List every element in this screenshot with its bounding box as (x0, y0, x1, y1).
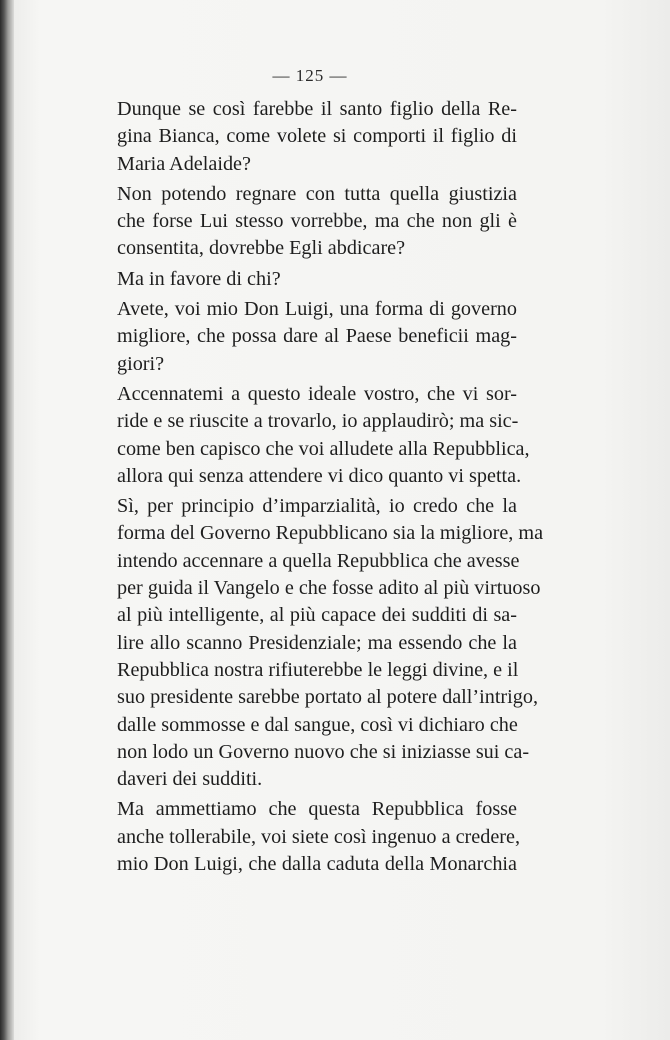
paragraph (103, 296, 517, 378)
text-line: ride e se riuscite a trovarlo, io applaudirò; ma sic- (117, 410, 519, 433)
text-line: intendo accennare a quella Repubblica che avesse (117, 549, 520, 572)
text-line: Sì, per principio d’imparzialità, io credo che la (117, 495, 517, 518)
text-line: migliore, che possa dare al Paese beneficii mag- (117, 325, 517, 348)
text-line: non lodo un Governo nuovo che si iniziasse sui ca- (117, 740, 530, 763)
text-line: Ma ammettiamo che questa Repubblica fosse (117, 798, 517, 821)
text-line: suo presidente sarebbe portato al potere dall’intrigo, (117, 686, 538, 709)
text-line: come ben capisco che voi alludete alla Repubblica, (117, 437, 530, 460)
body-text (103, 96, 544, 881)
text-line: Ma in favore di chi? (117, 267, 281, 290)
paragraph (103, 266, 517, 293)
paragraph (103, 381, 530, 490)
text-line: daveri dei sudditi. (117, 768, 263, 791)
text-line: Repubblica nostra rifiuterebbe le leggi divine, e il (117, 658, 519, 681)
text-line: Dunque se così farebbe il santo figlio della Re- (117, 98, 517, 120)
text-line: per guida il Vangelo e che fosse adito al più virtuoso (117, 577, 541, 600)
text-line: Accennatemi a questo ideale vostro, che vi sor- (117, 382, 517, 405)
text-line: Maria Adelaide? (117, 152, 251, 175)
text-line: lire allo scanno Presidenziale; ma essendo che la (117, 631, 517, 654)
text-line: gina Bianca, come volete si comporti il figlio di (117, 125, 517, 148)
text-line: dalle sommosse e dal sangue, così vi dichiaro che (117, 713, 518, 736)
paragraph (103, 96, 517, 178)
text-line: al più intelligente, al più capace dei sudditi di sa- (117, 604, 517, 627)
text-line: consentita, dovrebbe Egli abdicare? (117, 237, 406, 260)
page-number: — 125 — (272, 66, 348, 85)
text-line: giori? (117, 352, 165, 375)
text-line: allora qui senza attendere vi dico quanto vi spetta. (117, 464, 522, 487)
paragraph (103, 181, 517, 263)
paragraph (103, 796, 521, 878)
binding-edge (0, 0, 14, 1040)
text-line: mio Don Luigi, che dalla caduta della Monarchia (117, 853, 517, 876)
paragraph (103, 493, 544, 793)
text-line: Non potendo regnare con tutta quella giustizia (117, 182, 517, 205)
text-line: Avete, voi mio Don Luigi, una forma di governo (117, 298, 517, 321)
text-line: anche tollerabile, voi siete così ingenuo a credere, (117, 825, 521, 848)
text-line: forma del Governo Repubblicano sia la migliore, ma (117, 522, 544, 545)
text-line: che forse Lui stesso vorrebbe, ma che non gli è (117, 210, 517, 233)
